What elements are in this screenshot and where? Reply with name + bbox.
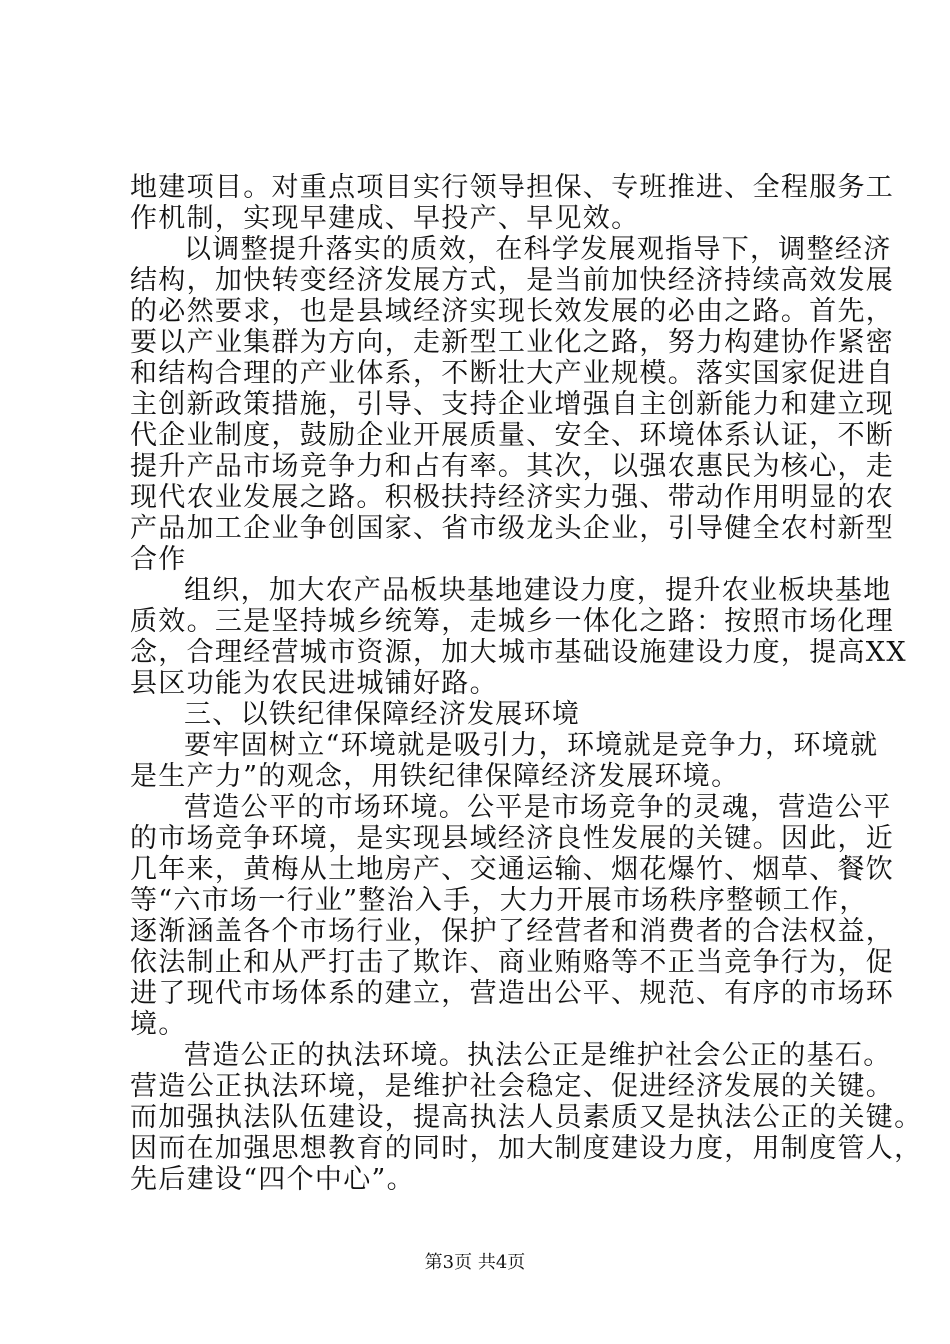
text-line: 先后建设“四个中心”。 (130, 1164, 415, 1195)
body-text (130, 172, 923, 1195)
text-line: 几年来，黄梅从土地房产、交通运输、烟花爆竹、烟草、餐饮 (130, 854, 895, 885)
page-footer: 第3页 共4页 (424, 1252, 526, 1273)
text-line: 的市场竞争环境，是实现县域经济良性发展的关键。因此，近 (130, 823, 895, 854)
text-line: 依法制止和从严打击了欺诈、商业贿赂等不正当竞争行为，促 (130, 947, 895, 978)
text-line: 进了现代市场体系的建立，营造出公平、规范、有序的市场环 (130, 978, 895, 1009)
text-line: 是生产力”的观念，用铁纪律保障经济发展环境。 (130, 761, 740, 792)
text-line: 要以产业集群为方向，走新型工业化之路，努力构建协作紧密 (130, 327, 895, 358)
text-line: 营造公平的市场环境。公平是市场竞争的灵魂，营造公平 (184, 792, 892, 823)
text-line: 三、以铁纪律保障经济发展环境 (184, 699, 581, 730)
text-line: 产品加工企业争创国家、省市级龙头企业，引导健全农村新型 (130, 513, 895, 544)
text-line: 以调整提升落实的质效，在科学发展观指导下，调整经济 (184, 234, 892, 265)
text-line: 营造公正的执法环境。执法公正是维护社会公正的基石。 (184, 1040, 892, 1071)
text-line: 要牢固树立“环境就是吸引力，环境就是竞争力，环境就 (184, 730, 879, 761)
text-line: 逐渐涵盖各个市场行业，保护了经营者和消费者的合法权益， (130, 916, 895, 947)
text-line: 质效。三是坚持城乡统筹，走城乡一体化之路：按照市场化理 (130, 606, 895, 637)
text-line: 而加强执法队伍建设，提高执法人员素质又是执法公正的关键。 (130, 1102, 923, 1133)
text-line: 结构，加快转变经济发展方式，是当前加快经济持续高效发展 (130, 265, 895, 296)
text-line: 地建项目。对重点项目实行领导担保、专班推进、全程服务工 (130, 172, 895, 203)
text-line: 的必然要求，也是县域经济实现长效发展的必由之路。首先， (130, 296, 895, 327)
text-line: 境。 (130, 1009, 187, 1040)
text-line: 组织，加大农产品板块基地建设力度，提升农业板块基地 (184, 575, 892, 606)
text-line: 念，合理经营城市资源，加大城市基础设施建设力度，提高XX (130, 637, 907, 668)
text-line: 县区功能为农民进城铺好路。 (130, 668, 498, 699)
text-line: 等“六市场一行业”整治入手，大力开展市场秩序整顿工作， (130, 885, 868, 916)
text-line: 因而在加强思想教育的同时，加大制度建设力度，用制度管人， (130, 1133, 923, 1164)
text-line: 营造公正执法环境，是维护社会稳定、促进经济发展的关键。 (130, 1071, 895, 1102)
text-line: 主创新政策措施，引导、支持企业增强自主创新能力和建立现 (130, 389, 895, 420)
text-line: 作机制，实现早建成、早投产、早见效。 (130, 203, 640, 234)
text-line: 和结构合理的产业体系，不断壮大产业规模。落实国家促进自 (130, 358, 895, 389)
text-line: 提升产品市场竞争力和占有率。其次，以强农惠民为核心，走 (130, 451, 895, 482)
text-line: 现代农业发展之路。积极扶持经济实力强、带动作用明显的农 (130, 482, 895, 513)
text-line: 合作 (130, 544, 187, 575)
text-line: 代企业制度，鼓励企业开展质量、安全、环境体系认证，不断 (130, 420, 895, 451)
